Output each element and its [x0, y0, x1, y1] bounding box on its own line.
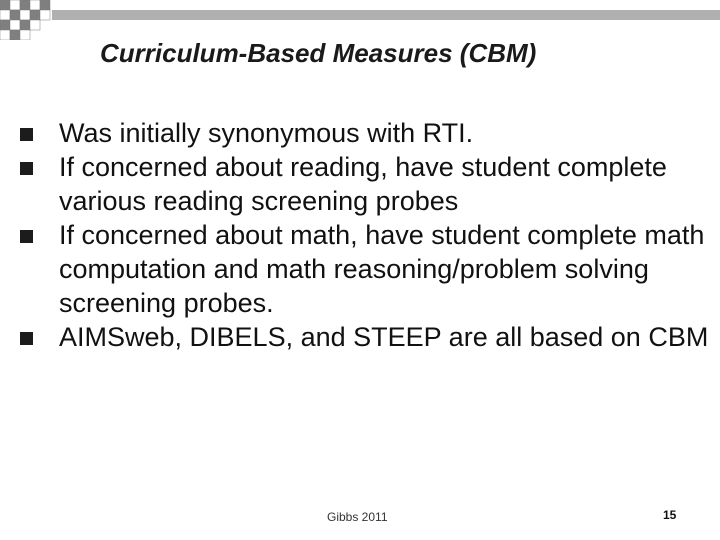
square-bullet-icon — [20, 128, 33, 141]
bullet-text: Was initially synonymous with RTI. — [59, 118, 474, 148]
bullet-text: If concerned about math, have student complete math computation and math reasoning/problem solving screening probes. — [59, 220, 705, 318]
checker-square — [30, 20, 40, 30]
checker-square — [30, 0, 40, 10]
bullet-item — [20, 116, 710, 150]
checker-square — [0, 10, 10, 20]
checker-square — [0, 20, 10, 30]
bullet-item — [20, 218, 710, 320]
square-bullet-icon — [20, 332, 33, 345]
bullet-list — [20, 116, 710, 354]
bullet-item — [20, 320, 710, 354]
header-bar — [52, 10, 720, 20]
bullet-text: AIMSweb, DIBELS, and STEEP are all based on CBM — [59, 322, 709, 352]
checker-square — [0, 30, 10, 40]
footer-source: Gibbs 2011 — [327, 510, 388, 524]
checker-square — [30, 10, 40, 20]
checker-square — [20, 20, 30, 30]
checker-square — [20, 10, 30, 20]
checker-square — [10, 0, 20, 10]
checker-square — [40, 0, 50, 10]
checker-square — [0, 0, 10, 10]
page-number: 15 — [663, 508, 677, 522]
bullet-text: If concerned about reading, have student complete various reading screening probes — [59, 152, 667, 216]
checker-square — [10, 10, 20, 20]
checker-square — [10, 30, 20, 40]
checker-square — [20, 0, 30, 10]
square-bullet-icon — [20, 162, 33, 175]
slide-title: Curriculum-Based Measures (CBM) — [100, 38, 537, 68]
checker-square — [10, 20, 20, 30]
checker-square — [20, 30, 30, 40]
square-bullet-icon — [20, 230, 33, 243]
checker-square — [40, 10, 50, 20]
header-decoration — [0, 0, 720, 40]
bullet-item — [20, 150, 710, 218]
